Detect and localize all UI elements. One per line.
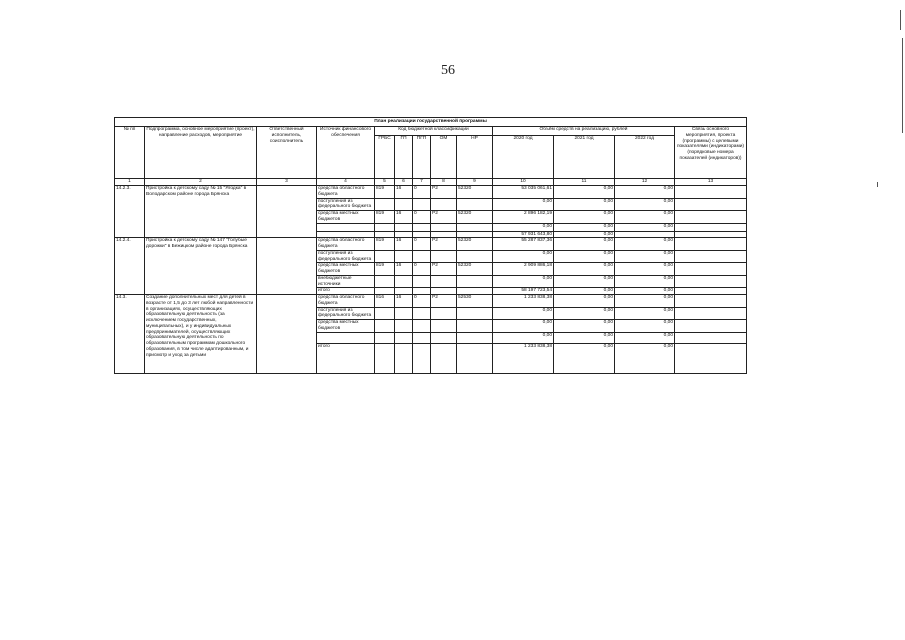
indicator-link-cell bbox=[675, 223, 747, 231]
code-gp bbox=[395, 223, 413, 231]
amount-2020: 0,00 bbox=[493, 320, 554, 333]
amount-2021: 0,00 bbox=[554, 186, 615, 199]
header-responsible: Ответственный исполнитель, соисполнитель bbox=[257, 127, 317, 179]
code-nr bbox=[457, 332, 493, 343]
amount-2021: 0,00 bbox=[554, 250, 615, 263]
column-number: 1 bbox=[115, 179, 145, 186]
amount-2021: 0,00 bbox=[554, 332, 615, 343]
code-grbs bbox=[375, 307, 395, 320]
amount-2021: 0,00 bbox=[554, 288, 615, 295]
code-pgp: 0 bbox=[413, 186, 431, 199]
code-pgp: 0 bbox=[413, 238, 431, 251]
column-number: 4 bbox=[317, 179, 375, 186]
code-om: P2 bbox=[431, 295, 457, 308]
code-om bbox=[431, 250, 457, 263]
amount-2022: 0,00 bbox=[615, 275, 675, 288]
indicator-link-cell bbox=[675, 343, 747, 373]
funding-source: средства областного бюджета bbox=[317, 238, 375, 251]
column-number: 9 bbox=[457, 179, 493, 186]
amount-2020: 2 909 886,18 bbox=[493, 263, 554, 276]
table-row bbox=[115, 186, 747, 199]
code-om: P2 bbox=[431, 238, 457, 251]
code-pgp bbox=[413, 288, 431, 295]
column-number: 3 bbox=[257, 179, 317, 186]
indicator-link-cell bbox=[675, 238, 747, 251]
code-om bbox=[431, 307, 457, 320]
funding-source: внебюджетные источники bbox=[317, 275, 375, 288]
amount-2021: 0,00 bbox=[554, 275, 615, 288]
table-title: План реализации государственной программы bbox=[115, 118, 747, 127]
funding-source: поступления из федерального бюджета bbox=[317, 250, 375, 263]
indicator-link-cell bbox=[675, 295, 747, 308]
code-grbs: 819 bbox=[375, 186, 395, 199]
funding-source: поступления из федерального бюджета bbox=[317, 198, 375, 211]
code-grbs: 819 bbox=[375, 211, 395, 224]
code-nr: 52530 bbox=[457, 295, 493, 308]
code-om bbox=[431, 343, 457, 373]
code-nr bbox=[457, 250, 493, 263]
code-gp bbox=[395, 343, 413, 373]
amount-2022: 0,00 bbox=[615, 307, 675, 320]
funding-source: средства областного бюджета bbox=[317, 295, 375, 308]
header-nr: НР bbox=[457, 136, 493, 179]
code-gp: 16 bbox=[395, 211, 413, 224]
code-gp: 16 bbox=[395, 238, 413, 251]
indicator-link-cell bbox=[675, 250, 747, 263]
code-grbs: 819 bbox=[375, 238, 395, 251]
funding-source: итого bbox=[317, 288, 375, 295]
scan-edge-mark bbox=[877, 182, 878, 187]
funding-source: средства областного бюджета bbox=[317, 186, 375, 199]
code-gp bbox=[395, 332, 413, 343]
indicator-link-cell bbox=[675, 263, 747, 276]
code-grbs bbox=[375, 275, 395, 288]
code-grbs: 816 bbox=[375, 295, 395, 308]
code-nr bbox=[457, 275, 493, 288]
code-nr bbox=[457, 320, 493, 333]
column-number: 10 bbox=[493, 179, 554, 186]
indicator-link-cell bbox=[675, 307, 747, 320]
code-grbs bbox=[375, 198, 395, 211]
page-number: 56 bbox=[441, 63, 455, 78]
funding-source bbox=[317, 231, 375, 238]
amount-2022: 0,00 bbox=[615, 332, 675, 343]
table-row bbox=[115, 295, 747, 308]
amount-2022 bbox=[615, 231, 675, 238]
header-budget-code: Код бюджетной классификации bbox=[375, 127, 493, 136]
code-om bbox=[431, 288, 457, 295]
code-om bbox=[431, 231, 457, 238]
code-pgp bbox=[413, 275, 431, 288]
amount-2020: 53 035 061,61 bbox=[493, 186, 554, 199]
code-gp bbox=[395, 288, 413, 295]
code-om bbox=[431, 320, 457, 333]
code-om bbox=[431, 223, 457, 231]
amount-2022: 0,00 bbox=[615, 250, 675, 263]
code-pgp bbox=[413, 332, 431, 343]
code-om: P2 bbox=[431, 186, 457, 199]
funding-source: итого bbox=[317, 343, 375, 373]
column-number: 12 bbox=[615, 179, 675, 186]
code-nr: 52320 bbox=[457, 186, 493, 199]
code-gp bbox=[395, 320, 413, 333]
amount-2022: 0,00 bbox=[615, 295, 675, 308]
header-gp: ГП bbox=[395, 136, 413, 179]
header-link: Связь основного мероприятия, проекта (программы) с целевыми показателями (индикаторами) (порядковые номера показателей (индикаторов)) bbox=[675, 127, 747, 179]
funding-source: поступления из федерального бюджета bbox=[317, 307, 375, 320]
code-grbs bbox=[375, 332, 395, 343]
indicator-link-cell bbox=[675, 275, 747, 288]
amount-2020: 58 197 723,54 bbox=[493, 288, 554, 295]
amount-2021: 0,00 bbox=[554, 211, 615, 224]
header-subprogram: Подпрограмма, основное мероприятие (проект), направление расходов, мероприятие bbox=[145, 127, 257, 179]
group-number: 14.2.3. bbox=[115, 186, 145, 238]
column-number-row bbox=[115, 179, 747, 186]
code-grbs bbox=[375, 320, 395, 333]
code-pgp: 0 bbox=[413, 295, 431, 308]
amount-2020: 57 931 643,80 bbox=[493, 231, 554, 238]
code-gp bbox=[395, 275, 413, 288]
header-source: Источник финансового обеспечения bbox=[317, 127, 375, 179]
header-om: ОМ bbox=[431, 136, 457, 179]
column-number: 2 bbox=[145, 179, 257, 186]
header-pgp: ПГП bbox=[413, 136, 431, 179]
code-pgp: 0 bbox=[413, 211, 431, 224]
indicator-link-cell bbox=[675, 320, 747, 333]
header-grbs: ГРБС bbox=[375, 136, 395, 179]
group-responsible bbox=[257, 238, 317, 295]
funding-source: средства местных бюджетов bbox=[317, 320, 375, 333]
code-pgp bbox=[413, 307, 431, 320]
code-nr bbox=[457, 343, 493, 373]
code-gp: 16 bbox=[395, 295, 413, 308]
amount-2020: 0,00 bbox=[493, 223, 554, 231]
amount-2022: 0,00 bbox=[615, 186, 675, 199]
amount-2020: 0,00 bbox=[493, 198, 554, 211]
amount-2022: 0,00 bbox=[615, 263, 675, 276]
indicator-link-cell bbox=[675, 332, 747, 343]
code-pgp bbox=[413, 320, 431, 333]
amount-2022: 0,00 bbox=[615, 343, 675, 373]
code-pgp: 0 bbox=[413, 263, 431, 276]
header-num: № пп bbox=[115, 127, 145, 179]
code-gp: 16 bbox=[395, 186, 413, 199]
amount-2020: 0,00 bbox=[493, 250, 554, 263]
amount-2020: 2 896 182,19 bbox=[493, 211, 554, 224]
code-om bbox=[431, 275, 457, 288]
code-gp bbox=[395, 198, 413, 211]
code-nr: 52320 bbox=[457, 263, 493, 276]
amount-2021: 0,00 bbox=[554, 343, 615, 373]
amount-2020: 1 233 838,38 bbox=[493, 343, 554, 373]
amount-2021: 0,00 bbox=[554, 223, 615, 231]
code-grbs bbox=[375, 250, 395, 263]
amount-2022: 0,00 bbox=[615, 198, 675, 211]
amount-2020: 0,00 bbox=[493, 275, 554, 288]
code-pgp bbox=[413, 250, 431, 263]
code-pgp bbox=[413, 231, 431, 238]
amount-2022: 0,00 bbox=[615, 238, 675, 251]
group-name: Пристройка к детскому саду № 15 "Ягодка" в Володарском районе города Брянска bbox=[145, 186, 257, 238]
group-responsible bbox=[257, 295, 317, 374]
code-om: P2 bbox=[431, 263, 457, 276]
header-year-2021: 2021 год bbox=[554, 136, 615, 179]
code-grbs bbox=[375, 343, 395, 373]
code-om bbox=[431, 198, 457, 211]
column-number: 11 bbox=[554, 179, 615, 186]
code-grbs bbox=[375, 231, 395, 238]
amount-2021: 0,00 bbox=[554, 307, 615, 320]
group-number: 14.2.4. bbox=[115, 238, 145, 295]
program-plan-table bbox=[114, 117, 747, 374]
table-row bbox=[115, 238, 747, 251]
scan-edge-mark bbox=[900, 10, 901, 30]
code-om bbox=[431, 332, 457, 343]
code-grbs: 819 bbox=[375, 263, 395, 276]
amount-2021: 0,00 bbox=[554, 263, 615, 276]
amount-2020: 55 287 837,36 bbox=[493, 238, 554, 251]
amount-2020: 0,00 bbox=[493, 307, 554, 320]
funding-source: средства местных бюджетов bbox=[317, 263, 375, 276]
code-pgp bbox=[413, 198, 431, 211]
code-nr bbox=[457, 198, 493, 211]
code-nr: 52320 bbox=[457, 238, 493, 251]
column-number: 8 bbox=[431, 179, 457, 186]
header-year-2022: 2022 год bbox=[615, 136, 675, 179]
header-year-2020: 2020 год bbox=[493, 136, 554, 179]
header-volume: Объём средств на реализацию, рублей bbox=[493, 127, 675, 136]
group-name: Пристройка к детскому саду № 147 "Голубые дорожки" в Бежицком районе города Брянска bbox=[145, 238, 257, 295]
code-nr bbox=[457, 223, 493, 231]
column-number: 5 bbox=[375, 179, 395, 186]
indicator-link-cell bbox=[675, 211, 747, 224]
group-number: 14.3. bbox=[115, 295, 145, 374]
code-grbs bbox=[375, 288, 395, 295]
code-nr: 52320 bbox=[457, 211, 493, 224]
column-number: 7 bbox=[413, 179, 431, 186]
amount-2021: 0,00 bbox=[554, 320, 615, 333]
amount-2022: 0,00 bbox=[615, 320, 675, 333]
amount-2022: 0,00 bbox=[615, 223, 675, 231]
group-responsible bbox=[257, 186, 317, 238]
funding-source: средства местных бюджетов bbox=[317, 211, 375, 224]
funding-source bbox=[317, 332, 375, 343]
code-nr bbox=[457, 307, 493, 320]
code-om: P2 bbox=[431, 211, 457, 224]
funding-source bbox=[317, 223, 375, 231]
amount-2021: 0,00 bbox=[554, 295, 615, 308]
code-gp: 16 bbox=[395, 263, 413, 276]
code-gp bbox=[395, 231, 413, 238]
code-nr bbox=[457, 231, 493, 238]
amount-2021: 0,00 bbox=[554, 231, 615, 238]
code-pgp bbox=[413, 343, 431, 373]
amount-2021: 0,00 bbox=[554, 198, 615, 211]
indicator-link-cell bbox=[675, 231, 747, 238]
scan-edge-mark bbox=[902, 38, 903, 133]
code-pgp bbox=[413, 223, 431, 231]
code-nr bbox=[457, 288, 493, 295]
code-gp bbox=[395, 307, 413, 320]
amount-2022: 0,00 bbox=[615, 211, 675, 224]
column-number: 13 bbox=[675, 179, 747, 186]
amount-2021: 0,00 bbox=[554, 238, 615, 251]
amount-2022: 0,00 bbox=[615, 288, 675, 295]
indicator-link-cell bbox=[675, 186, 747, 199]
group-name: Создание дополнительных мест для детей в возрасте от 1,5 до 3 лет любой направленности в организациях, осуществляющих образовательную деятельность (за исключением государственных, муниципальных), и у индивидуальных предпринимателей, осуществляющих образовательную деятельность по образовательным программам дошкольного образования, в том числе адаптированным, и присмотр и уход за детьми bbox=[145, 295, 257, 374]
column-number: 6 bbox=[395, 179, 413, 186]
amount-2020: 0,00 bbox=[493, 332, 554, 343]
indicator-link-cell bbox=[675, 288, 747, 295]
code-gp bbox=[395, 250, 413, 263]
indicator-link-cell bbox=[675, 198, 747, 211]
amount-2020: 1 233 838,38 bbox=[493, 295, 554, 308]
code-grbs bbox=[375, 223, 395, 231]
